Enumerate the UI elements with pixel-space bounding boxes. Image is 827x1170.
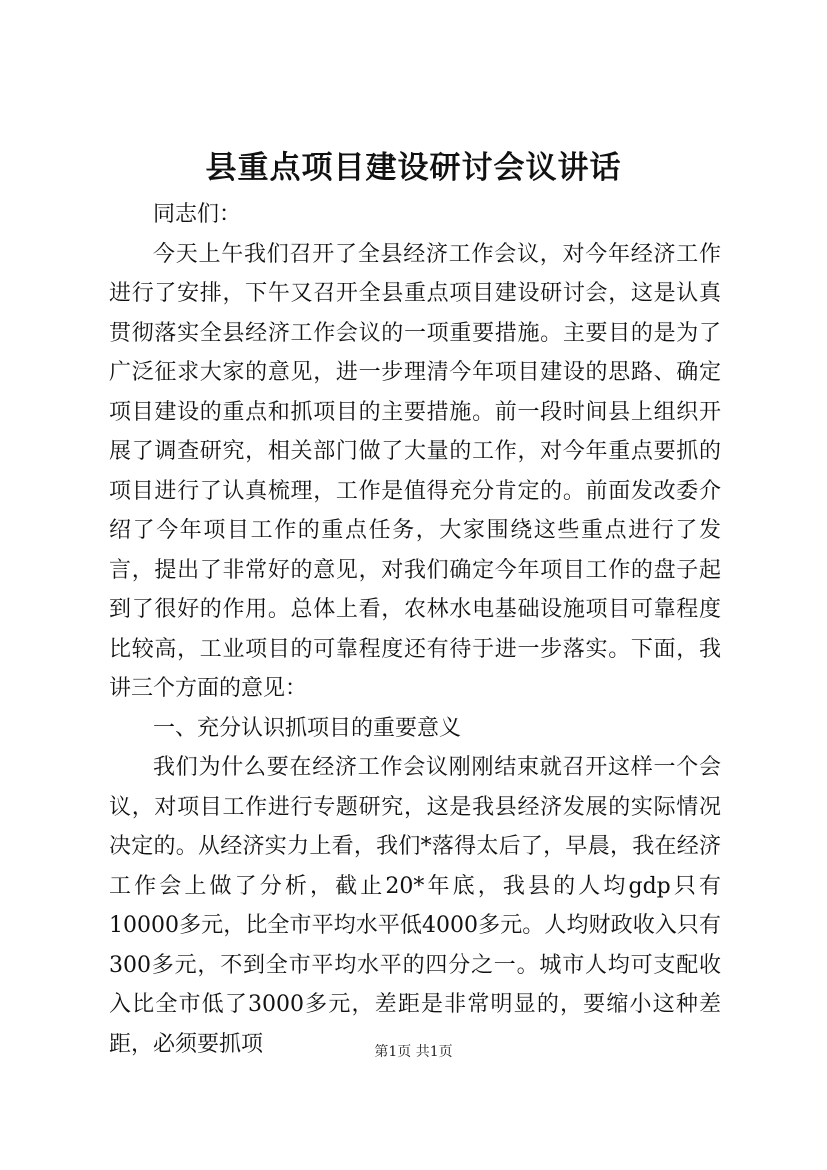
paragraph-section-one: 我们为什么要在经济工作会议刚刚结束就召开这样一个会议，对项目工作进行专题研究，这是我县经济发展的实际情况决定的。从经济实力上看，我们*落得太后了，早晨，我在经济工作会上做了分析，截止20*年底，我县的人均gdp只有10000多元，比全市平均水平低4000多元。人均财政收入只有300多元，不到全市平均水平的四分之一。城市人均可支配收入比全市低了3000多元，差距是非常明显的，要缩小这种差距，必须要抓项 [109,755,721,1057]
document-body [109,195,721,1064]
paragraph-intro: 今天上午我们召开了全县经济工作会议，对今年经济工作进行了安排，下午又召开全县重点项目建设研讨会，这是认真贯彻落实全县经济工作会议的一项重要措施。主要目的是为了广泛征求大家的意见，进一步理清今年项目建设的思路、确定项目建设的重点和抓项目的主要措施。前一段时间县上组织开展了调查研究，相关部门做了大量的工作，对今年重点要抓的项目进行了认真梳理，工作是值得充分肯定的。前面发改委介绍了今年项目工作的重点任务，大家围绕这些重点进行了发言，提出了非常好的意见，对我们确定今年项目工作的盘子起到了很好的作用。总体上看，农林水电基础设施项目可靠程度比较高，工业项目的可靠程度还有待于进一步落实。下面，我讲三个方面的意见： [109,241,721,701]
salutation: 同志们： [153,202,242,227]
page-footer: 第1页 共1页 [374,1044,453,1060]
section-heading: 一、充分认识抓项目的重要意义 [153,715,462,741]
document-title: 县重点项目建设研讨会议讲话 [205,150,622,186]
